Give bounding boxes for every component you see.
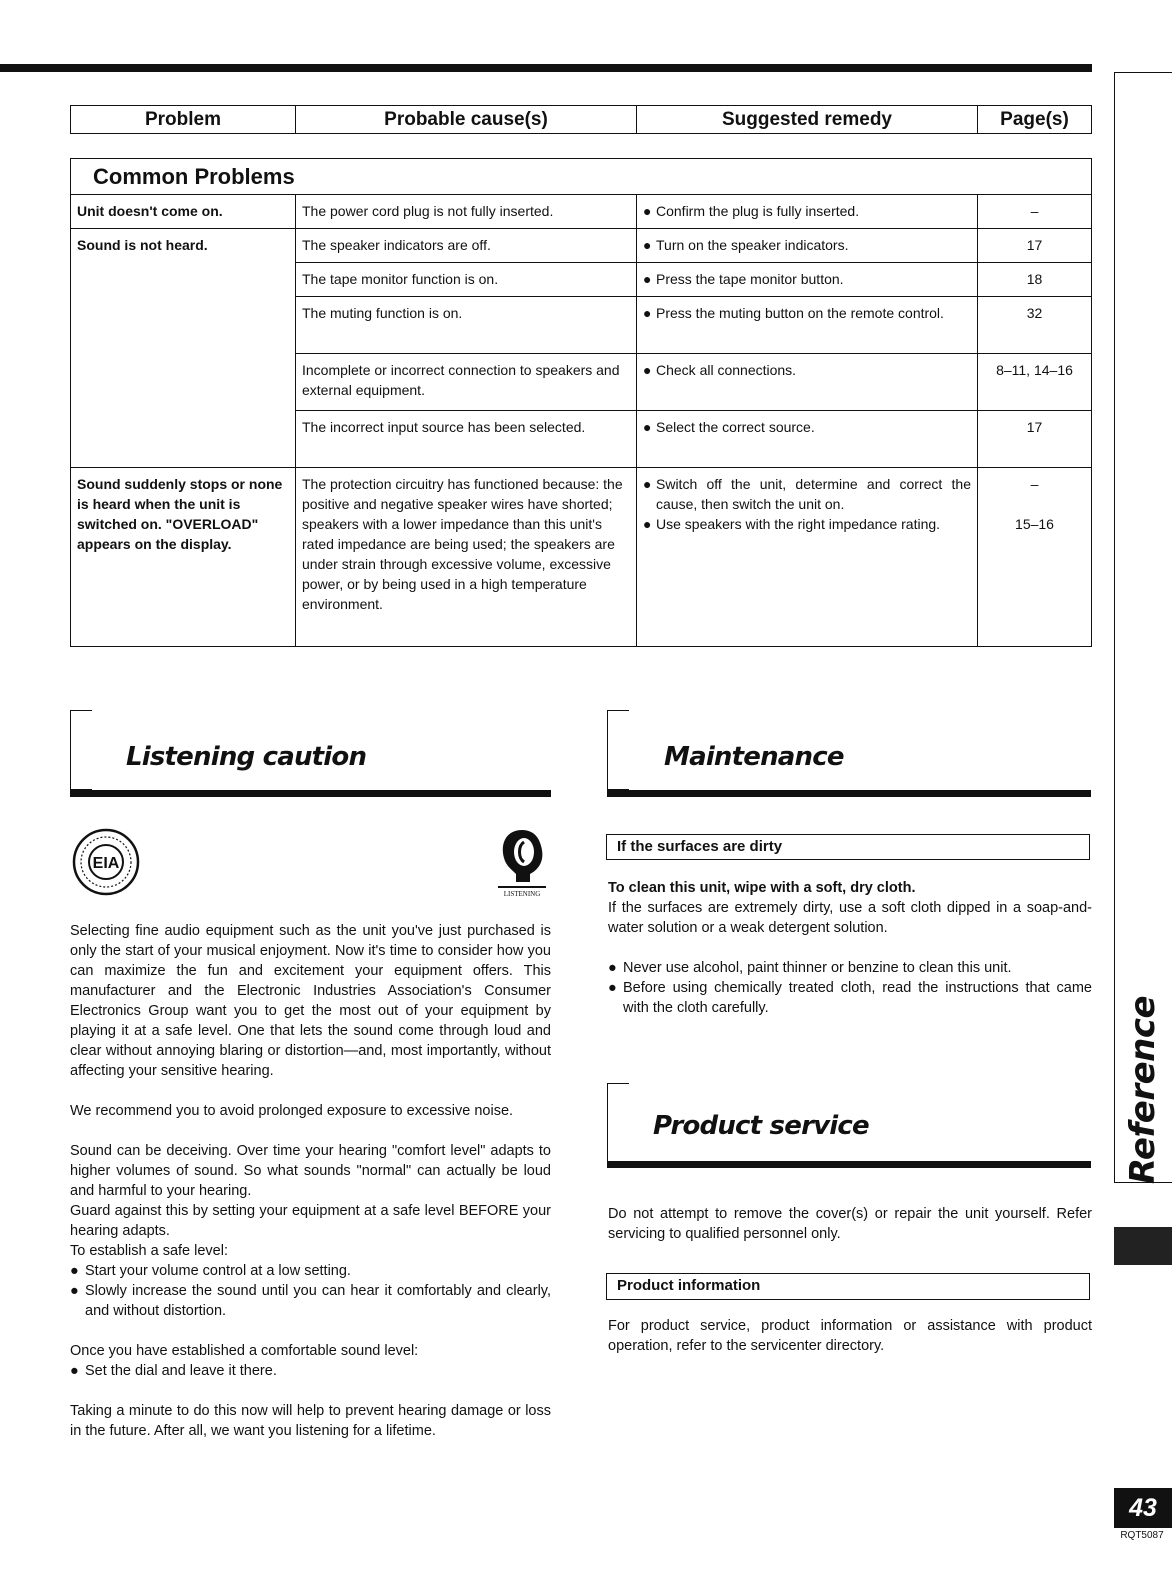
- table-header: [70, 105, 1092, 134]
- cause-cell: The speaker indicators are off.: [296, 229, 637, 262]
- product-information-text: [608, 1316, 1092, 1356]
- listening-caution-text: [70, 921, 551, 1461]
- pages-cell: 8–11, 14–16: [996, 362, 1073, 378]
- top-rule: [0, 64, 1092, 72]
- side-tab-label: Reference: [1123, 995, 1163, 1185]
- paragraph: Sound can be deceiving. Over time your hearing "comfort level" adapts to higher volumes of sound. So what sounds "normal" can actually be loud and harmful to your hearing.: [70, 1143, 551, 1199]
- paragraph: For product service, product information or assistance with product operation, refer to the servicenter directory.: [608, 1318, 1092, 1354]
- cause-cell: The protection circuitry has functioned because: the positive and negative speaker wires have shorted; speakers with a lower impedance than this unit's rated impedance are being used; the speakers are under strain through excessive volume, excessive power, or by being used in a high temperature environment.: [296, 468, 637, 646]
- paragraph: To clean this unit, wipe with a soft, dry cloth.: [608, 880, 916, 896]
- side-tab-border: [1114, 72, 1115, 1182]
- remedy-cell: ● Press the muting button on the remote control.: [637, 297, 978, 353]
- pages-cell: 32: [1026, 305, 1043, 321]
- listening-logo: [494, 826, 550, 900]
- cause-cell: Incomplete or incorrect connection to speakers and external equipment.: [296, 354, 637, 410]
- product-service-heading: [607, 1083, 1091, 1171]
- problem-cell: Sound suddenly stops or none is heard when the unit is switched on. "OVERLOAD" appears on the display.: [71, 468, 296, 646]
- list-item: ● Never use alcohol, paint thinner or benzine to clean this unit.: [608, 960, 1012, 976]
- header-remedy: Suggested remedy: [637, 106, 978, 133]
- list-item: ● Set the dial and leave it there.: [70, 1363, 277, 1379]
- listening-caution-heading: [70, 710, 551, 798]
- header-pages: Page(s): [1000, 108, 1069, 130]
- section-title: Product service: [653, 1111, 869, 1141]
- table-row: [71, 468, 1091, 646]
- maintenance-heading: [607, 710, 1091, 798]
- problem-cell: Sound is not heard.: [71, 229, 296, 467]
- page-number: 43: [1114, 1488, 1172, 1528]
- paragraph: We recommend you to avoid prolonged exposure to excessive noise.: [70, 1103, 514, 1119]
- cause-cell: The muting function is on.: [296, 297, 637, 353]
- problem-cell: Unit doesn't come on.: [71, 195, 296, 228]
- table-row: [71, 195, 1091, 229]
- table-section-title: Common Problems: [71, 159, 1091, 195]
- section-title: Maintenance: [664, 742, 844, 772]
- remedy-cell: ● Turn on the speaker indicators.: [637, 229, 978, 262]
- maintenance-text: [608, 878, 1092, 1018]
- pages-cell: 17: [1026, 237, 1043, 253]
- cause-cell: The tape monitor function is on.: [296, 263, 637, 296]
- pages-cell: – 15–16: [1015, 476, 1054, 532]
- pages-cell: 18: [1026, 271, 1043, 287]
- cause-cell: The incorrect input source has been selected.: [296, 411, 637, 467]
- paragraph: Do not attempt to remove the cover(s) or repair the unit yourself. Refer servicing to qualified personnel only.: [608, 1206, 1092, 1242]
- paragraph: Taking a minute to do this now will help to prevent hearing damage or loss in the future. After all, we want you listening for a lifetime.: [70, 1403, 551, 1439]
- pages-cell: –: [1030, 203, 1039, 219]
- troubleshooting-table: [70, 158, 1092, 647]
- remedy-cell: ● Switch off the unit, determine and correct the cause, then switch the unit on. ● Use speakers with the right impedance rating.: [637, 468, 978, 646]
- section-title: Listening caution: [126, 742, 367, 772]
- eia-logo: [72, 828, 140, 896]
- surfaces-dirty-subhead: If the surfaces are dirty: [606, 834, 1090, 860]
- paragraph: To establish a safe level:: [70, 1243, 228, 1259]
- remedy-cell: ● Press the tape monitor button.: [637, 263, 978, 296]
- remedy-cell: ● Check all connections.: [637, 354, 978, 410]
- list-item: ● Before using chemically treated cloth, read the instructions that came with the cloth carefully.: [608, 980, 1092, 1016]
- side-tab-marker: [1114, 1227, 1172, 1265]
- svg-text:EIA: EIA: [92, 855, 120, 872]
- remedy-cell: ● Select the correct source.: [637, 411, 978, 467]
- svg-text:LISTENING: LISTENING: [503, 890, 541, 898]
- paragraph: Guard against this by setting your equipment at a safe level BEFORE your hearing adapts.: [70, 1203, 551, 1239]
- product-information-subhead: Product information: [606, 1273, 1090, 1300]
- paragraph: Once you have established a comfortable sound level:: [70, 1343, 419, 1359]
- header-cause: Probable cause(s): [296, 106, 637, 133]
- paragraph: Selecting fine audio equipment such as the unit you've just purchased is only the start of your musical enjoyment. Now it's time to consider how you can maximize the fun and excitement your equipment offers. This manufacturer and the Electronic Industries Association's Consumer Electronics Group want you to get the most out of your equipment by playing it at a safe level. One that lets the sound come through loud and clear without annoying blaring or distortion—and, most importantly, without affecting your sensitive hearing.: [70, 923, 551, 1079]
- list-item: ● Start your volume control at a low setting.: [70, 1263, 351, 1279]
- header-problem: Problem: [71, 106, 296, 133]
- table-row: [71, 229, 1091, 468]
- document-code: RQT5087: [1120, 1530, 1164, 1541]
- remedy-cell: ● Confirm the plug is fully inserted.: [637, 195, 978, 228]
- pages-cell: 17: [1026, 419, 1043, 435]
- product-service-text: [608, 1204, 1092, 1244]
- cause-cell: The power cord plug is not fully inserted.: [296, 195, 637, 228]
- side-tab-rule: [1114, 72, 1172, 73]
- paragraph: If the surfaces are extremely dirty, use a soft cloth dipped in a soap-and-water solution or a weak detergent solution.: [608, 900, 1092, 936]
- list-item: ● Slowly increase the sound until you can hear it comfortably and clearly, and without distortion.: [70, 1283, 551, 1319]
